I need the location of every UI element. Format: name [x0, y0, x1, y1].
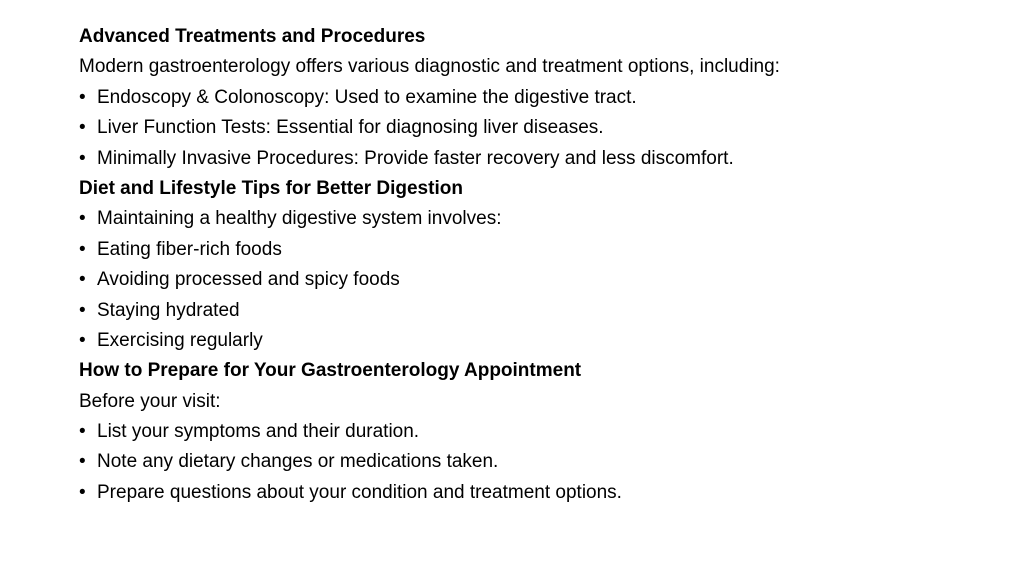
bullet-icon: •: [79, 329, 86, 351]
bullet-text: List your symptoms and their duration.: [97, 421, 420, 443]
bullet-text: Minimally Invasive Procedures: Provide faster recovery and less discomfort.: [97, 147, 734, 169]
bullet-text: Endoscopy & Colonoscopy: Used to examine the digestive tract.: [97, 86, 637, 108]
bullet-text: Avoiding processed and spicy foods: [97, 269, 400, 291]
bullet-item: [79, 235, 979, 265]
slide-content: [79, 22, 979, 508]
bullet-text: Note any dietary changes or medications taken.: [97, 451, 499, 473]
bullet-text: Exercising regularly: [97, 329, 263, 351]
bullet-icon: •: [79, 208, 86, 230]
bullet-text: Liver Function Tests: Essential for diagnosing liver diseases.: [97, 117, 604, 139]
bullet-text: Prepare questions about your condition and treatment options.: [97, 481, 622, 503]
section-heading-diet: Diet and Lifestyle Tips for Better Digestion: [79, 177, 463, 199]
section-intro-appointment: Before your visit:: [79, 390, 221, 412]
bullet-item: [79, 417, 979, 447]
section-heading-treatments: Advanced Treatments and Procedures: [79, 26, 426, 47]
bullet-icon: •: [79, 86, 86, 108]
bullet-item: [79, 204, 979, 234]
bullet-item: [79, 113, 979, 143]
bullet-text: Eating fiber-rich foods: [97, 238, 282, 260]
bullet-item: [79, 447, 979, 477]
section-heading-appointment: How to Prepare for Your Gastroenterology Appointment: [79, 360, 582, 382]
bullet-icon: •: [79, 299, 86, 321]
bullet-item: [79, 326, 979, 356]
section-intro-treatments: Modern gastroenterology offers various diagnostic and treatment options, including:: [79, 56, 780, 78]
bullet-item: [79, 83, 979, 113]
bullet-icon: •: [79, 481, 86, 503]
bullet-text: Staying hydrated: [97, 299, 240, 321]
bullet-icon: •: [79, 147, 86, 169]
bullet-text: Maintaining a healthy digestive system involves:: [97, 208, 502, 230]
bullet-icon: •: [79, 238, 86, 260]
bullet-item: [79, 144, 979, 174]
bullet-item: [79, 296, 979, 326]
bullet-icon: •: [79, 117, 86, 139]
bullet-icon: •: [79, 451, 86, 473]
bullet-item: [79, 265, 979, 295]
bullet-item: [79, 478, 979, 508]
bullet-icon: •: [79, 269, 86, 291]
bullet-icon: •: [79, 421, 86, 443]
